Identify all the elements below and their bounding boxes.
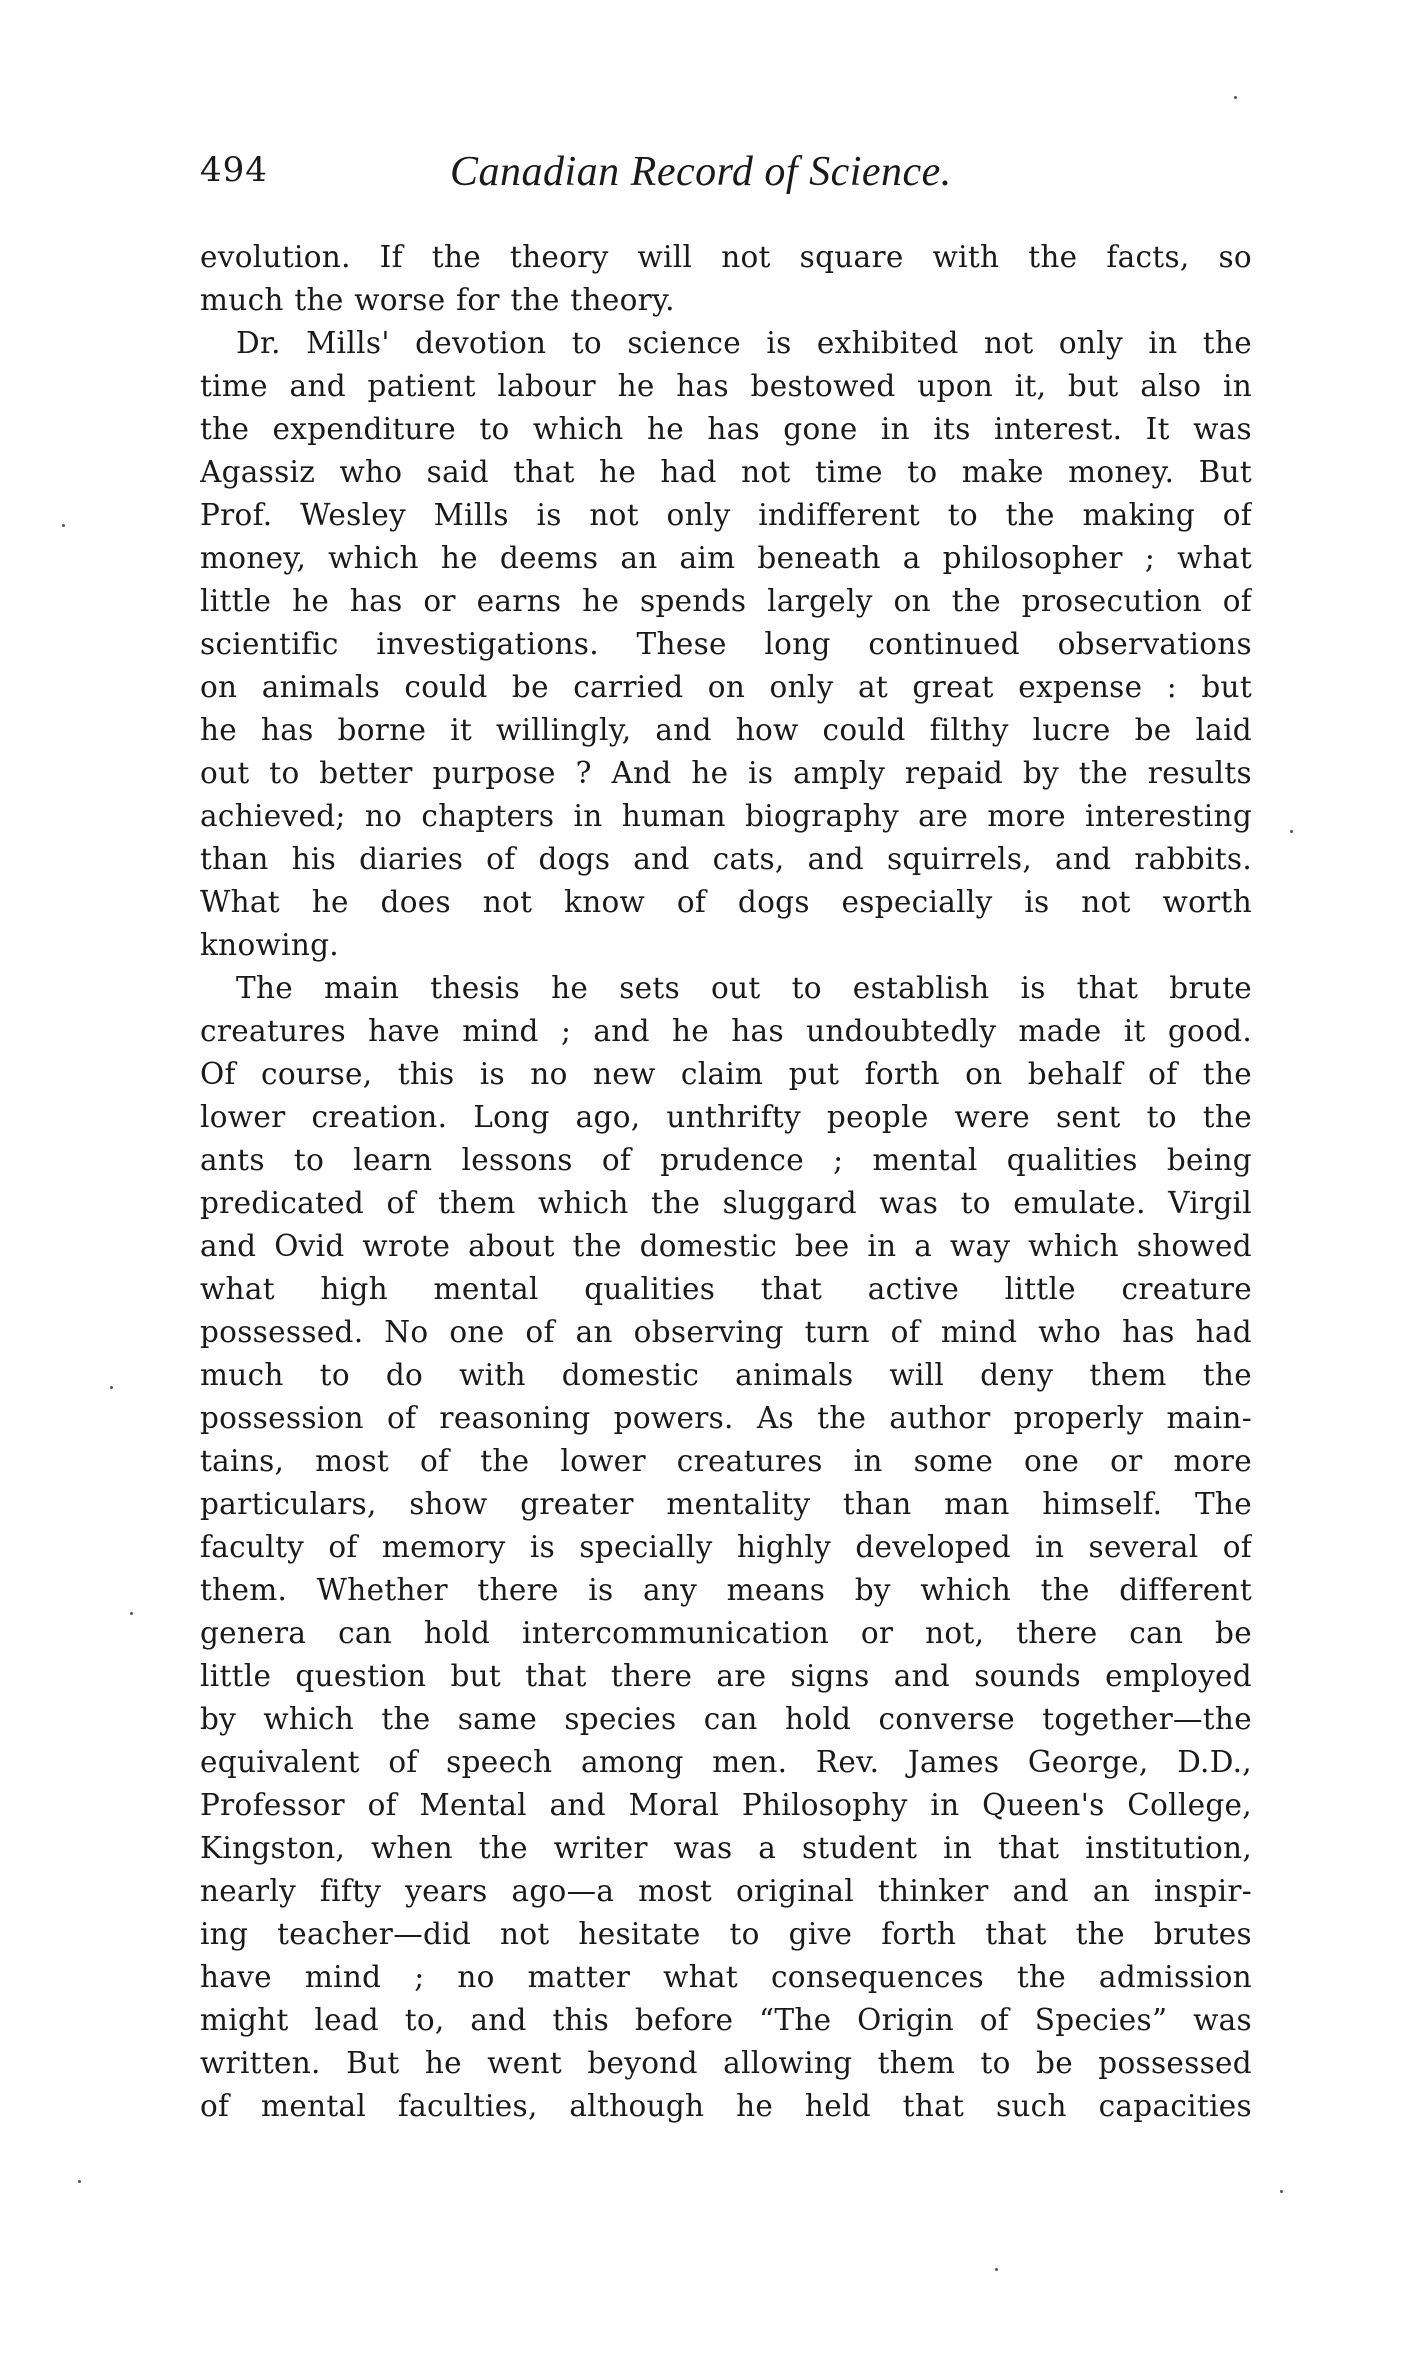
scan-speck: [62, 524, 65, 527]
text-line: out to better purpose ? And he is amply repaid by the results: [200, 756, 1252, 790]
scan-speck: [1280, 2190, 1283, 2193]
text-line: than his diaries of dogs and cats, and squirrels, and rabbits.: [200, 842, 1252, 876]
page-header: [200, 150, 1248, 210]
text-line: the expenditure to which he has gone in its interest. It was: [200, 412, 1252, 446]
text-line: Professor of Mental and Moral Philosophy in Queen's College,: [200, 1788, 1252, 1822]
text-line: evolution. If the theory will not square with the facts, so: [200, 240, 1252, 274]
text-line: them. Whether there is any means by which the different: [200, 1573, 1252, 1607]
text-line: ants to learn lessons of prudence ; mental qualities being: [200, 1143, 1252, 1177]
scan-speck: [78, 2180, 81, 2183]
text-line: tains, most of the lower creatures in some one or more: [200, 1444, 1252, 1478]
text-line: The main thesis he sets out to establish is that brute: [236, 971, 1252, 1005]
running-title: Canadian Record of Science.: [450, 149, 952, 195]
text-line: he has borne it willingly, and how could filthy lucre be laid: [200, 713, 1252, 747]
body-text: [200, 236, 1252, 2128]
text-line: Dr. Mills' devotion to science is exhibited not only in the: [236, 326, 1252, 360]
text-line: equivalent of speech among men. Rev. James George, D.D.,: [200, 1745, 1252, 1779]
scan-speck: [130, 1612, 133, 1615]
text-line: much to do with domestic animals will deny them the: [200, 1358, 1252, 1392]
text-line: much the worse for the theory.: [200, 283, 675, 317]
scan-speck: [110, 1386, 113, 1389]
text-line: Of course, this is no new claim put forth on behalf of the: [200, 1057, 1252, 1091]
text-line: predicated of them which the sluggard was to emulate. Virgil: [200, 1186, 1252, 1220]
text-line: written. But he went beyond allowing them to be possessed: [200, 2046, 1252, 2080]
text-line: What he does not know of dogs especially is not worth: [200, 885, 1252, 919]
text-line: faculty of memory is specially highly developed in several of: [200, 1530, 1252, 1564]
text-line: ing teacher—did not hesitate to give forth that the brutes: [200, 1917, 1252, 1951]
text-line: possession of reasoning powers. As the author properly main-: [200, 1401, 1252, 1435]
text-line: lower creation. Long ago, unthrifty people were sent to the: [200, 1100, 1252, 1134]
text-line: little he has or earns he spends largely on the prosecution of: [200, 584, 1252, 618]
text-line: on animals could be carried on only at great expense : but: [200, 670, 1252, 704]
scan-speck: [1234, 96, 1237, 99]
scan-speck: [1290, 830, 1293, 833]
text-line: Prof. Wesley Mills is not only indifferent to the making of: [200, 498, 1252, 532]
text-line: of mental faculties, although he held that such capacities: [200, 2089, 1252, 2123]
text-line: possessed. No one of an observing turn of mind who has had: [200, 1315, 1252, 1349]
text-line: scientific investigations. These long continued observations: [200, 627, 1252, 661]
text-line: creatures have mind ; and he has undoubtedly made it good.: [200, 1014, 1252, 1048]
text-line: little question but that there are signs and sounds employed: [200, 1659, 1252, 1693]
text-line: Kingston, when the writer was a student in that institution,: [200, 1831, 1252, 1865]
text-line: and Ovid wrote about the domestic bee in a way which showed: [200, 1229, 1252, 1263]
text-line: what high mental qualities that active little creature: [200, 1272, 1252, 1306]
text-line: Agassiz who said that he had not time to make money. But: [200, 455, 1252, 489]
text-line: knowing.: [200, 928, 339, 962]
text-line: have mind ; no matter what consequences the admission: [200, 1960, 1252, 1994]
page-number: 494: [200, 150, 268, 190]
text-line: by which the same species can hold converse together—the: [200, 1702, 1252, 1736]
text-line: money, which he deems an aim beneath a philosopher ; what: [200, 541, 1252, 575]
text-line: time and patient labour he has bestowed upon it, but also in: [200, 369, 1252, 403]
text-line: genera can hold intercommunication or not, there can be: [200, 1616, 1252, 1650]
text-line: might lead to, and this before “The Origin of Species” was: [200, 2003, 1252, 2037]
text-line: particulars, show greater mentality than man himself. The: [200, 1487, 1252, 1521]
text-line: achieved; no chapters in human biography are more interesting: [200, 799, 1252, 833]
text-line: nearly fifty years ago—a most original thinker and an inspir-: [200, 1874, 1252, 1908]
scan-speck: [995, 2268, 998, 2271]
